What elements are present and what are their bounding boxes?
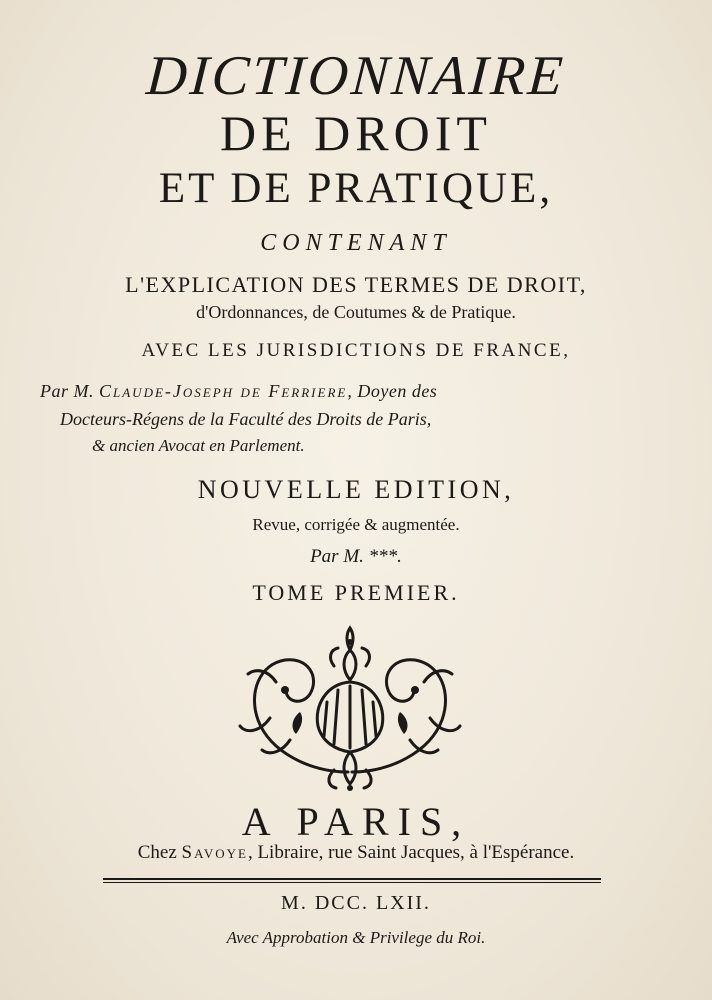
double-rule-top [103, 878, 601, 880]
explication-line: L'EXPLICATION DES TERMES DE DROIT, [125, 272, 587, 297]
edition-heading: NOUVELLE EDITION, [197, 475, 515, 504]
author-suffix: , Doyen des [347, 381, 438, 401]
author-name: Claude-Joseph de Ferriere [99, 381, 348, 401]
imprint-chez: Chez [137, 842, 177, 863]
fleuron-ornament-icon [230, 622, 470, 792]
author-line-2: Docteurs-Régens de la Faculté des Droits de Paris, [60, 409, 432, 429]
author-prefix: Par M. [40, 381, 94, 401]
jurisdictions-line: AVEC LES JURISDICTIONS DE FRANCE, [141, 340, 571, 361]
approbation-line: Avec Approbation & Privilege du Roi. [226, 928, 486, 947]
contenant-heading: CONTENANT [260, 230, 452, 256]
imprint-date: M. DCC. LXII. [281, 892, 431, 914]
author-line-1 [40, 381, 660, 402]
title-line-3: ET DE PRATIQUE, [158, 165, 554, 212]
ordonnances-line: d'Ordonnances, de Coutumes & de Pratique. [196, 302, 516, 322]
title-line-2: DE DROIT [220, 105, 492, 161]
title-line-1: DICTIONNAIRE [144, 45, 568, 107]
imprint-city: A PARIS, [241, 799, 471, 844]
tome-line: TOME PREMIER. [252, 580, 460, 605]
imprint-address: , Libraire, rue Saint Jacques, à l'Espérance. [247, 842, 575, 863]
par-line: Par M. ***. [310, 546, 402, 567]
imprint-publisher-line [0, 842, 712, 864]
imprint-publisher: Savoye [181, 842, 248, 863]
revue-line: Revue, corrigée & augmentée. [252, 515, 460, 534]
author-line-3: & ancien Avocat en Parlement. [92, 436, 305, 455]
double-rule-bottom [103, 882, 601, 883]
